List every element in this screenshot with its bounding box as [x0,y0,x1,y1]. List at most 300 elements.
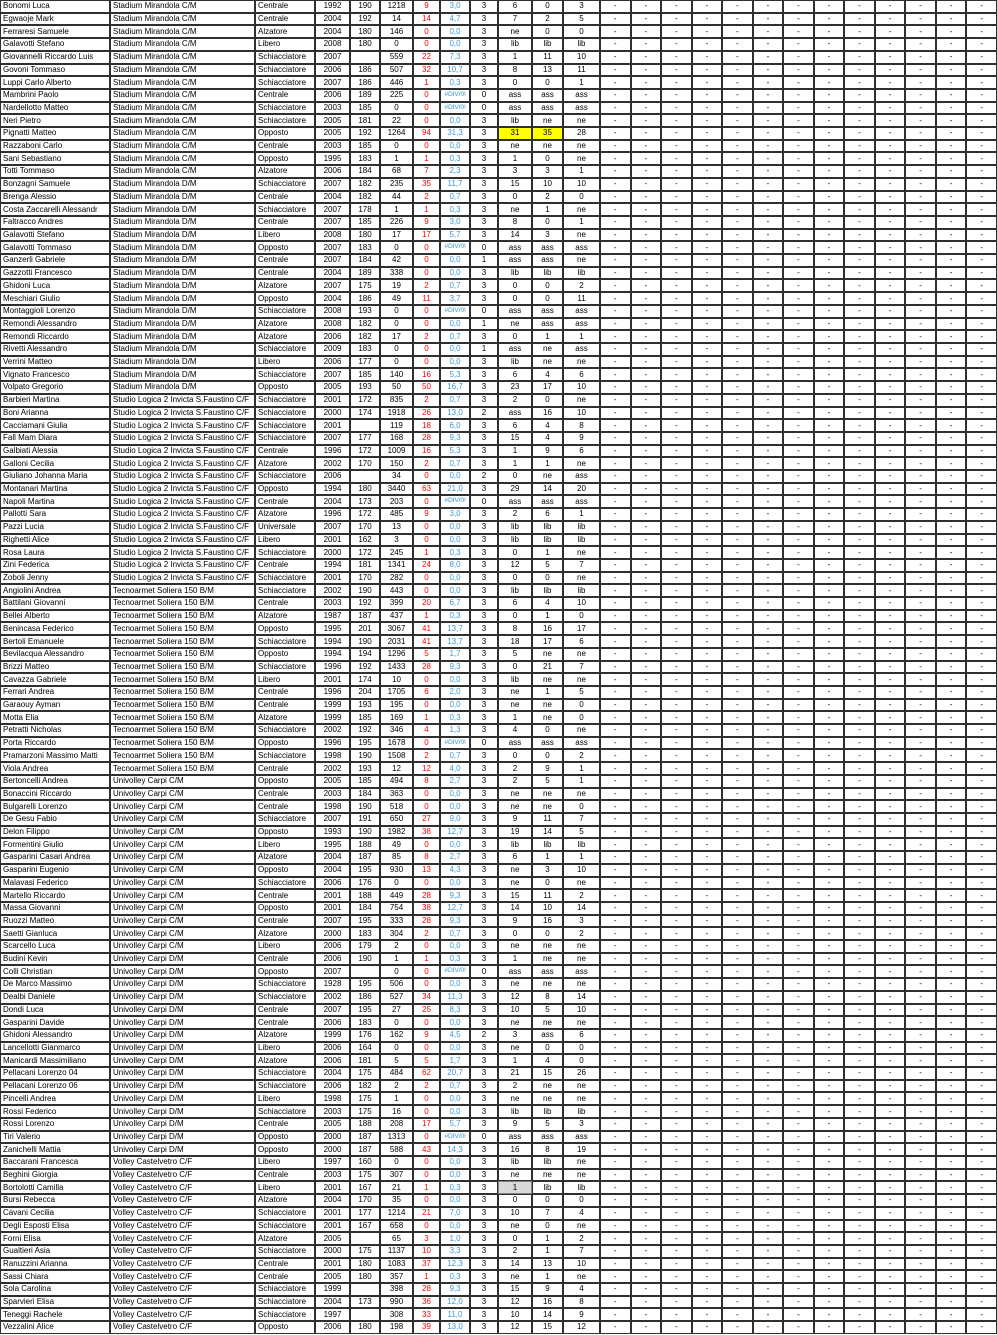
cell-height[interactable]: 183 [350,1016,380,1029]
cell-empty-dash[interactable]: - [844,749,875,762]
cell-red-stat[interactable]: 0 [413,1131,440,1144]
cell-empty-dash[interactable]: - [753,1258,784,1271]
cell-val2[interactable]: 4 [532,419,563,432]
cell-empty-dash[interactable]: - [692,241,723,254]
cell-count[interactable]: 3 [470,762,498,775]
cell-empty-dash[interactable]: - [814,140,845,153]
cell-empty-dash[interactable]: - [722,152,753,165]
cell-empty-dash[interactable]: - [722,203,753,216]
cell-count[interactable]: 3 [470,813,498,826]
cell-empty-dash[interactable]: - [661,724,692,737]
cell-empty-dash[interactable]: - [905,102,936,115]
cell-empty-dash[interactable]: - [692,1042,723,1055]
cell-total[interactable]: 930 [380,864,413,877]
cell-empty-dash[interactable]: - [814,788,845,801]
cell-team[interactable]: Stadium Mirandola C/M [110,25,255,38]
cell-empty-dash[interactable]: - [966,991,997,1004]
cell-name[interactable]: Righetti Alice [0,534,110,547]
cell-team[interactable]: Studio Logica 2 Invicta S.Faustino C/F [110,407,255,420]
cell-team[interactable]: Stadium Mirandola C/M [110,102,255,115]
cell-empty-dash[interactable]: - [875,788,906,801]
cell-red-stat[interactable]: 9 [413,1029,440,1042]
cell-avg-stat[interactable]: 0,0 [440,534,470,547]
cell-empty-dash[interactable]: - [753,673,784,686]
cell-empty-dash[interactable]: - [722,813,753,826]
cell-total[interactable]: 42 [380,254,413,267]
cell-empty-dash[interactable]: - [966,318,997,331]
cell-val2[interactable]: 1 [532,203,563,216]
cell-avg-stat[interactable]: 0,0 [440,318,470,331]
cell-empty-dash[interactable]: - [600,254,631,267]
cell-name[interactable]: Verrini Matteo [0,356,110,369]
cell-empty-dash[interactable]: - [905,1042,936,1055]
cell-empty-dash[interactable]: - [966,254,997,267]
cell-empty-dash[interactable]: - [631,1067,662,1080]
cell-empty-dash[interactable]: - [966,51,997,64]
cell-count[interactable]: 3 [470,356,498,369]
cell-empty-dash[interactable]: - [844,737,875,750]
cell-red-stat[interactable]: 0 [413,978,440,991]
cell-empty-dash[interactable]: - [631,788,662,801]
cell-empty-dash[interactable]: - [600,292,631,305]
cell-val2[interactable]: 0 [532,877,563,890]
cell-empty-dash[interactable]: - [814,622,845,635]
cell-empty-dash[interactable]: - [844,546,875,559]
cell-total[interactable]: 2 [380,940,413,953]
cell-empty-dash[interactable]: - [753,838,784,851]
cell-role[interactable]: Schiacciatore [255,305,315,318]
cell-role[interactable]: Opposto [255,241,315,254]
cell-val2[interactable]: ass [532,254,563,267]
cell-empty-dash[interactable]: - [722,851,753,864]
cell-empty-dash[interactable]: - [753,407,784,420]
cell-team[interactable]: Stadium Mirandola D/M [110,229,255,242]
cell-avg-stat[interactable]: 8,0 [440,559,470,572]
cell-val1[interactable]: 0 [498,470,532,483]
cell-val2[interactable]: 0 [532,0,563,13]
cell-empty-dash[interactable]: - [966,1131,997,1144]
cell-role[interactable]: Opposto [255,1131,315,1144]
cell-empty-dash[interactable]: - [814,521,845,534]
cell-red-stat[interactable]: 5 [413,1054,440,1067]
cell-empty-dash[interactable]: - [722,1131,753,1144]
cell-role[interactable]: Centrale [255,191,315,204]
cell-empty-dash[interactable]: - [875,0,906,13]
cell-empty-dash[interactable]: - [966,38,997,51]
cell-avg-stat[interactable]: 1,7 [440,648,470,661]
cell-name[interactable]: Volpato Gregorio [0,381,110,394]
cell-empty-dash[interactable]: - [631,521,662,534]
cell-val3[interactable]: 0 [563,711,600,724]
cell-empty-dash[interactable]: - [783,661,814,674]
cell-val1[interactable]: 0 [498,330,532,343]
cell-empty-dash[interactable]: - [844,216,875,229]
cell-height[interactable]: 186 [350,64,380,77]
cell-team[interactable]: Tecnoarmet Soliera 150 B/M [110,610,255,623]
cell-year[interactable]: 1994 [315,648,350,661]
cell-empty-dash[interactable]: - [936,508,967,521]
cell-year[interactable]: 1996 [315,445,350,458]
cell-empty-dash[interactable]: - [783,813,814,826]
cell-role[interactable]: Schiacciatore [255,813,315,826]
cell-team[interactable]: Stadium Mirandola C/M [110,89,255,102]
cell-role[interactable]: Libero [255,356,315,369]
cell-avg-stat[interactable]: 5,7 [440,1118,470,1131]
cell-name[interactable]: Dondi Luca [0,1004,110,1017]
cell-count[interactable]: 3 [470,546,498,559]
cell-name[interactable]: Rossi Federico [0,1105,110,1118]
cell-empty-dash[interactable]: - [631,965,662,978]
cell-role[interactable]: Libero [255,838,315,851]
cell-empty-dash[interactable]: - [966,1181,997,1194]
cell-empty-dash[interactable]: - [722,140,753,153]
cell-empty-dash[interactable]: - [936,1029,967,1042]
cell-avg-stat[interactable]: 11,0 [440,1308,470,1321]
cell-val2[interactable]: 0 [532,749,563,762]
cell-total[interactable]: 235 [380,178,413,191]
cell-empty-dash[interactable]: - [600,432,631,445]
cell-red-stat[interactable]: 1 [413,953,440,966]
cell-empty-dash[interactable]: - [692,1207,723,1220]
cell-empty-dash[interactable]: - [905,1245,936,1258]
cell-year[interactable]: 2007 [315,241,350,254]
cell-empty-dash[interactable]: - [844,1220,875,1233]
cell-empty-dash[interactable]: - [631,1245,662,1258]
cell-empty-dash[interactable]: - [844,762,875,775]
cell-empty-dash[interactable]: - [600,38,631,51]
cell-empty-dash[interactable]: - [875,724,906,737]
cell-team[interactable]: Stadium Mirandola D/M [110,368,255,381]
cell-empty-dash[interactable]: - [783,394,814,407]
cell-total[interactable]: 44 [380,191,413,204]
cell-empty-dash[interactable]: - [753,1220,784,1233]
cell-role[interactable]: Libero [255,229,315,242]
cell-val3[interactable]: 2 [563,927,600,940]
cell-empty-dash[interactable]: - [631,102,662,115]
cell-empty-dash[interactable]: - [875,635,906,648]
cell-empty-dash[interactable]: - [753,737,784,750]
cell-val2[interactable]: 13 [532,64,563,77]
cell-count[interactable]: 3 [470,216,498,229]
cell-empty-dash[interactable]: - [600,51,631,64]
cell-val2[interactable]: 3 [532,165,563,178]
cell-avg-stat[interactable]: 13,0 [440,407,470,420]
cell-empty-dash[interactable]: - [936,165,967,178]
cell-empty-dash[interactable]: - [966,203,997,216]
cell-empty-dash[interactable]: - [783,953,814,966]
cell-empty-dash[interactable]: - [722,838,753,851]
cell-empty-dash[interactable]: - [814,927,845,940]
cell-empty-dash[interactable]: - [905,76,936,89]
cell-empty-dash[interactable]: - [966,584,997,597]
cell-empty-dash[interactable]: - [875,1321,906,1334]
cell-count[interactable]: 3 [470,610,498,623]
cell-empty-dash[interactable]: - [722,38,753,51]
cell-empty-dash[interactable]: - [600,25,631,38]
cell-val3[interactable]: 2 [563,279,600,292]
cell-role[interactable]: Centrale [255,597,315,610]
cell-height[interactable]: 170 [350,1194,380,1207]
cell-empty-dash[interactable]: - [753,114,784,127]
cell-height[interactable]: 174 [350,407,380,420]
cell-avg-stat[interactable]: 0,0 [440,1016,470,1029]
cell-empty-dash[interactable]: - [631,1181,662,1194]
cell-empty-dash[interactable]: - [814,749,845,762]
cell-total[interactable]: 308 [380,1308,413,1321]
cell-empty-dash[interactable]: - [844,686,875,699]
cell-avg-stat[interactable]: 0,3 [440,1270,470,1283]
cell-empty-dash[interactable]: - [936,737,967,750]
cell-empty-dash[interactable]: - [814,1283,845,1296]
cell-empty-dash[interactable]: - [692,927,723,940]
cell-empty-dash[interactable]: - [631,254,662,267]
cell-empty-dash[interactable]: - [661,838,692,851]
cell-empty-dash[interactable]: - [661,673,692,686]
cell-empty-dash[interactable]: - [631,1042,662,1055]
cell-val2[interactable]: 1 [532,610,563,623]
cell-height[interactable]: 187 [350,1143,380,1156]
cell-val1[interactable]: ne [498,25,532,38]
cell-empty-dash[interactable]: - [814,597,845,610]
cell-empty-dash[interactable]: - [631,1194,662,1207]
cell-val2[interactable]: lib [532,838,563,851]
cell-empty-dash[interactable]: - [783,775,814,788]
cell-val3[interactable]: 2 [563,889,600,902]
cell-red-stat[interactable]: 0 [413,584,440,597]
cell-empty-dash[interactable]: - [722,1016,753,1029]
cell-empty-dash[interactable]: - [692,432,723,445]
cell-val3[interactable]: 10 [563,597,600,610]
cell-empty-dash[interactable]: - [631,940,662,953]
cell-empty-dash[interactable]: - [814,686,845,699]
cell-val3[interactable]: ne [563,877,600,890]
cell-empty-dash[interactable]: - [722,724,753,737]
cell-empty-dash[interactable]: - [966,572,997,585]
cell-empty-dash[interactable]: - [661,1258,692,1271]
cell-val1[interactable]: lib [498,267,532,280]
cell-team[interactable]: Volley Castelvetro C/F [110,1283,255,1296]
cell-empty-dash[interactable]: - [753,711,784,724]
cell-count[interactable]: 3 [470,927,498,940]
cell-total[interactable]: 2031 [380,635,413,648]
cell-red-stat[interactable]: 0 [413,534,440,547]
cell-empty-dash[interactable]: - [875,76,906,89]
cell-name[interactable]: Zoboli Jenny [0,572,110,585]
cell-val3[interactable]: 6 [563,445,600,458]
cell-role[interactable]: Opposto [255,1321,315,1334]
cell-empty-dash[interactable]: - [722,267,753,280]
cell-role[interactable]: Schiacciatore [255,877,315,890]
cell-name[interactable]: Zanichelli Mattia [0,1143,110,1156]
cell-avg-stat[interactable]: 0,7 [440,457,470,470]
cell-name[interactable]: Remondi Alessandro [0,318,110,331]
cell-role[interactable]: Schiacciatore [255,584,315,597]
cell-val2[interactable]: ne [532,1169,563,1182]
cell-val2[interactable]: 11 [532,813,563,826]
cell-empty-dash[interactable]: - [692,25,723,38]
cell-empty-dash[interactable]: - [783,343,814,356]
cell-empty-dash[interactable]: - [844,407,875,420]
cell-val3[interactable]: 17 [563,622,600,635]
cell-empty-dash[interactable]: - [600,419,631,432]
cell-val1[interactable]: 19 [498,826,532,839]
cell-total[interactable]: 494 [380,775,413,788]
cell-empty-dash[interactable]: - [844,318,875,331]
cell-role[interactable]: Schiacciatore [255,368,315,381]
cell-empty-dash[interactable]: - [814,800,845,813]
cell-year[interactable]: 2004 [315,292,350,305]
cell-empty-dash[interactable]: - [661,1080,692,1093]
cell-team[interactable]: Univolley Carpi D/M [110,1004,255,1017]
cell-empty-dash[interactable]: - [875,508,906,521]
cell-year[interactable]: 1987 [315,610,350,623]
cell-empty-dash[interactable]: - [661,191,692,204]
cell-empty-dash[interactable]: - [936,826,967,839]
cell-empty-dash[interactable]: - [631,0,662,13]
cell-empty-dash[interactable]: - [905,610,936,623]
cell-val2[interactable]: 35 [532,127,563,140]
cell-team[interactable]: Stadium Mirandola D/M [110,216,255,229]
cell-name[interactable]: Malavasi Federico [0,877,110,890]
cell-empty-dash[interactable]: - [600,1207,631,1220]
cell-empty-dash[interactable]: - [966,152,997,165]
cell-empty-dash[interactable]: - [722,445,753,458]
cell-empty-dash[interactable]: - [966,102,997,115]
cell-empty-dash[interactable]: - [692,203,723,216]
cell-val3[interactable]: lib [563,534,600,547]
cell-empty-dash[interactable]: - [844,495,875,508]
cell-empty-dash[interactable]: - [966,165,997,178]
cell-val2[interactable]: 10 [532,178,563,191]
cell-count[interactable]: 3 [470,229,498,242]
cell-empty-dash[interactable]: - [692,318,723,331]
cell-empty-dash[interactable]: - [844,1067,875,1080]
cell-empty-dash[interactable]: - [600,152,631,165]
cell-empty-dash[interactable]: - [661,1067,692,1080]
cell-empty-dash[interactable]: - [875,673,906,686]
cell-avg-stat[interactable]: 0,0 [440,838,470,851]
cell-val3[interactable]: 10 [563,178,600,191]
cell-empty-dash[interactable]: - [661,737,692,750]
cell-empty-dash[interactable]: - [661,445,692,458]
cell-empty-dash[interactable]: - [722,661,753,674]
cell-val3[interactable]: 1 [563,330,600,343]
cell-height[interactable]: 182 [350,1080,380,1093]
cell-empty-dash[interactable]: - [966,407,997,420]
cell-team[interactable]: Studio Logica 2 Invicta S.Faustino C/F [110,432,255,445]
cell-val3[interactable]: lib [563,1181,600,1194]
cell-count[interactable]: 2 [470,1029,498,1042]
cell-val2[interactable]: 1 [532,686,563,699]
cell-empty-dash[interactable]: - [600,1169,631,1182]
cell-count[interactable]: 3 [470,1258,498,1271]
cell-empty-dash[interactable]: - [722,419,753,432]
cell-val1[interactable]: 12 [498,991,532,1004]
cell-val2[interactable]: 8 [532,1143,563,1156]
cell-empty-dash[interactable]: - [875,1220,906,1233]
cell-red-stat[interactable]: 28 [413,661,440,674]
cell-empty-dash[interactable]: - [936,457,967,470]
cell-empty-dash[interactable]: - [722,191,753,204]
cell-empty-dash[interactable]: - [753,432,784,445]
cell-team[interactable]: Volley Castelvetro C/F [110,1207,255,1220]
cell-year[interactable]: 2006 [315,1042,350,1055]
cell-empty-dash[interactable]: - [936,152,967,165]
cell-empty-dash[interactable]: - [875,241,906,254]
cell-empty-dash[interactable]: - [814,1194,845,1207]
cell-count[interactable]: 3 [470,1194,498,1207]
cell-empty-dash[interactable]: - [814,978,845,991]
cell-role[interactable]: Opposto [255,737,315,750]
cell-empty-dash[interactable]: - [722,991,753,1004]
cell-empty-dash[interactable]: - [722,940,753,953]
cell-count[interactable]: 0 [470,1131,498,1144]
cell-empty-dash[interactable]: - [692,1296,723,1309]
cell-empty-dash[interactable]: - [844,51,875,64]
cell-empty-dash[interactable]: - [814,648,845,661]
cell-red-stat[interactable]: 8 [413,851,440,864]
cell-empty-dash[interactable]: - [600,877,631,890]
cell-empty-dash[interactable]: - [600,749,631,762]
cell-year[interactable]: 2008 [315,318,350,331]
cell-empty-dash[interactable]: - [905,1156,936,1169]
cell-empty-dash[interactable]: - [753,394,784,407]
cell-name[interactable]: Bellei Alberto [0,610,110,623]
cell-val2[interactable]: lib [532,584,563,597]
cell-empty-dash[interactable]: - [966,661,997,674]
cell-empty-dash[interactable]: - [966,953,997,966]
cell-empty-dash[interactable]: - [814,1232,845,1245]
cell-empty-dash[interactable]: - [875,1283,906,1296]
cell-count[interactable]: 3 [470,1283,498,1296]
cell-empty-dash[interactable]: - [814,851,845,864]
cell-empty-dash[interactable]: - [814,1156,845,1169]
cell-empty-dash[interactable]: - [783,305,814,318]
cell-empty-dash[interactable]: - [692,965,723,978]
cell-name[interactable]: Ranuzzini Arianna [0,1258,110,1271]
cell-team[interactable]: Volley Castelvetro C/F [110,1270,255,1283]
cell-empty-dash[interactable]: - [753,140,784,153]
cell-empty-dash[interactable]: - [753,216,784,229]
cell-empty-dash[interactable]: - [600,1245,631,1258]
cell-height[interactable]: 175 [350,1105,380,1118]
cell-height[interactable]: 170 [350,521,380,534]
cell-empty-dash[interactable]: - [844,241,875,254]
cell-empty-dash[interactable]: - [600,1143,631,1156]
cell-empty-dash[interactable]: - [905,1004,936,1017]
cell-empty-dash[interactable]: - [814,699,845,712]
cell-val3[interactable]: ne [563,140,600,153]
cell-role[interactable]: Schiacciatore [255,102,315,115]
cell-role[interactable]: Schiacciatore [255,1067,315,1080]
cell-empty-dash[interactable]: - [844,699,875,712]
cell-empty-dash[interactable]: - [661,1308,692,1321]
cell-empty-dash[interactable]: - [814,610,845,623]
cell-empty-dash[interactable]: - [753,915,784,928]
cell-empty-dash[interactable]: - [936,1156,967,1169]
cell-red-stat[interactable]: 0 [413,305,440,318]
cell-empty-dash[interactable]: - [936,1042,967,1055]
cell-val2[interactable]: 0 [532,394,563,407]
cell-year[interactable]: 2004 [315,851,350,864]
cell-val3[interactable]: ne [563,788,600,801]
cell-empty-dash[interactable]: - [814,432,845,445]
cell-val2[interactable]: ne [532,1092,563,1105]
cell-val2[interactable]: ass [532,737,563,750]
cell-role[interactable]: Opposto [255,152,315,165]
cell-avg-stat[interactable]: 0,0 [440,1169,470,1182]
cell-empty-dash[interactable]: - [814,724,845,737]
